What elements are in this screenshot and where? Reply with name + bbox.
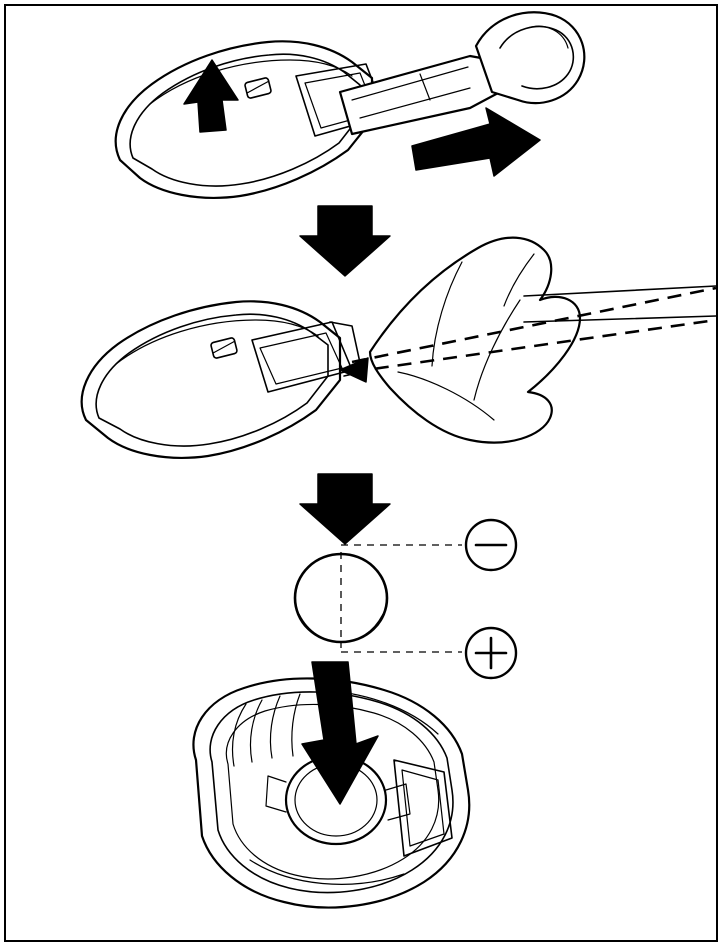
key-bow-step1 <box>476 12 584 103</box>
key-blade-step1 <box>340 56 500 134</box>
protective-cloth <box>370 238 580 443</box>
step-3-group <box>295 520 516 678</box>
key-blade-pull-arrow <box>412 108 540 176</box>
step-4-group <box>193 662 469 908</box>
pry-tool-edge-upper <box>524 286 716 296</box>
fob-body-outline-step2 <box>82 301 340 458</box>
step1-to-step2-arrow <box>300 206 390 276</box>
step2-to-step3-arrow <box>300 474 390 544</box>
positive-terminal-symbol <box>466 628 516 678</box>
step-2-group <box>82 238 716 458</box>
negative-terminal-symbol <box>466 520 516 570</box>
step-1-group <box>116 12 585 198</box>
